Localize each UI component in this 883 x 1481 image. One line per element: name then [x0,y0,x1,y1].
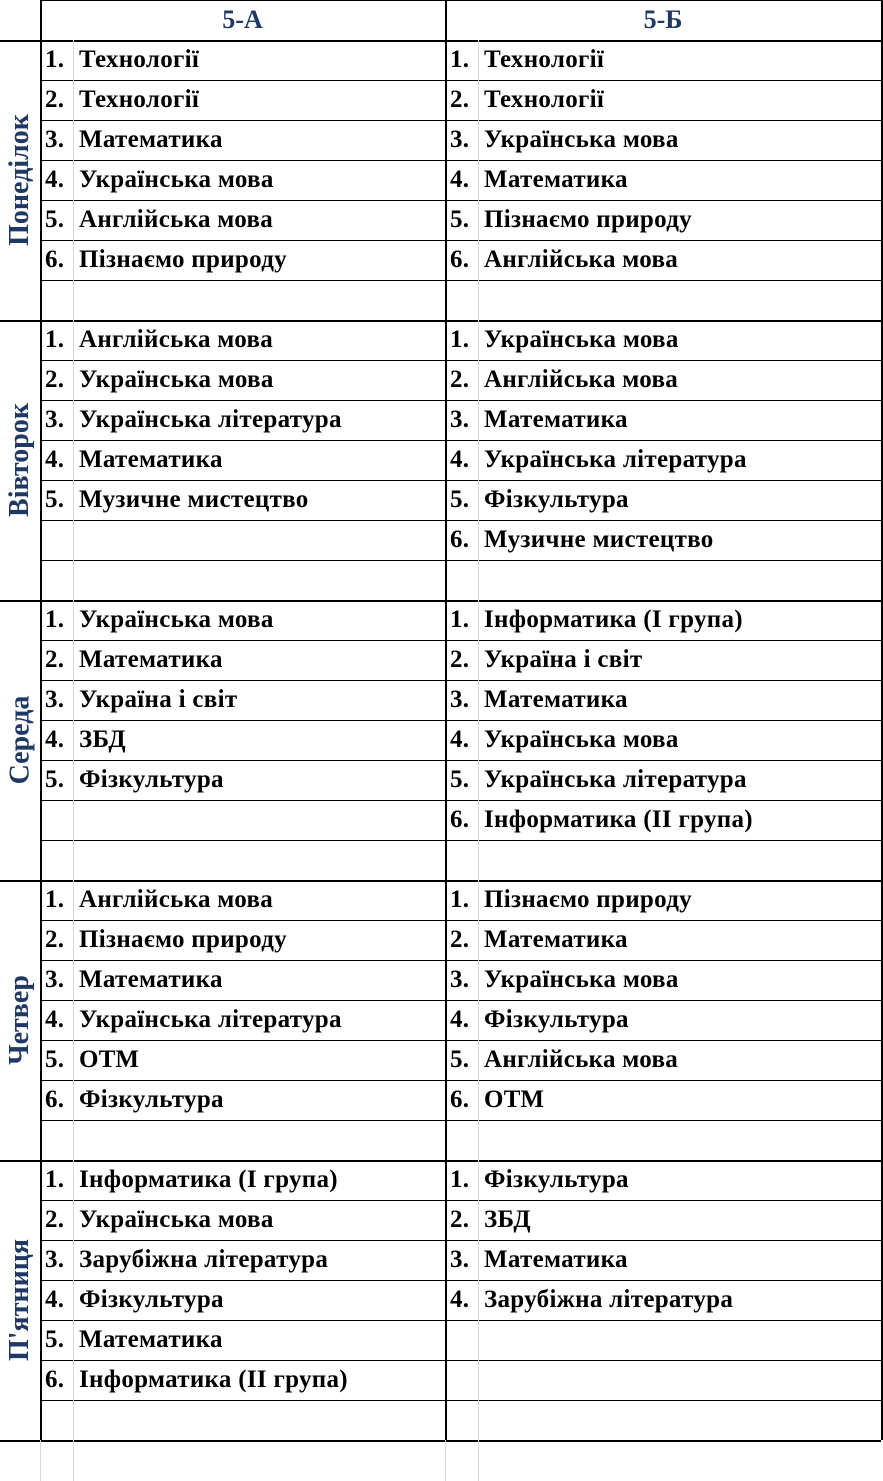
lesson-row [40,360,445,400]
grid-line [40,1080,881,1081]
lesson-number: 5. [45,766,65,793]
day-label-2 [0,320,40,600]
grid-line [40,280,881,281]
lesson-row [40,120,445,160]
lesson-row [40,1080,445,1120]
lesson-subject: Англійська мова [79,206,274,233]
lesson-number: 3. [450,1246,470,1273]
lesson-number: 2. [450,1206,470,1233]
lesson-row [40,440,445,480]
lesson-row [445,400,881,440]
lesson-row [445,1000,881,1040]
lesson-number: 3. [45,686,65,713]
lesson-number: 2. [450,646,470,673]
grid-line [40,480,881,481]
lesson-row [40,920,445,960]
lesson-subject: Технології [484,86,605,113]
grid-line [40,0,42,1440]
lesson-row [40,1240,445,1280]
lesson-number: 4. [45,1006,65,1033]
lesson-number: 4. [45,166,65,193]
day-name: Вівторок [4,403,35,517]
lesson-subject: Математика [79,126,223,153]
grid-line [40,800,881,801]
lesson-subject: Україна і світ [484,646,643,673]
lesson-number: 3. [450,686,470,713]
lesson-number: 1. [45,1166,65,1193]
lesson-number: 2. [450,366,470,393]
lesson-subject: Англійська мова [79,886,274,913]
lesson-subject: Українська література [484,766,747,793]
lesson-number: 5. [450,766,470,793]
lesson-row [445,880,881,920]
lesson-number: 1. [450,606,470,633]
grid-line [40,120,881,121]
lesson-row [445,520,881,560]
grid-line [40,1440,41,1481]
lesson-row [40,1280,445,1320]
lesson-number: 1. [450,326,470,353]
lesson-row [445,120,881,160]
lesson-row [40,80,445,120]
grid-line [445,0,447,1440]
lesson-subject: Математика [484,166,628,193]
grid-line [40,160,881,161]
lesson-subject: Англійська мова [484,1046,679,1073]
lesson-number: 2. [45,366,65,393]
grid-line [73,1440,74,1481]
lesson-number: 4. [450,1286,470,1313]
lesson-number: 1. [450,46,470,73]
lesson-row [445,600,881,640]
day-label-3 [0,600,40,880]
lesson-row [445,440,881,480]
lesson-subject: Українська мова [79,366,274,393]
lesson-number: 6. [45,246,65,273]
lesson-subject: Пізнаємо природу [484,206,692,233]
grid-line [445,1440,446,1481]
grid-line [40,1320,881,1321]
lesson-subject: Українська мова [79,166,274,193]
grid-line [0,1440,881,1442]
lesson-subject: Математика [79,646,223,673]
lesson-subject: Фізкультура [484,1166,629,1193]
lesson-subject: ЗБД [79,726,126,753]
lesson-number: 5. [450,1046,470,1073]
lesson-subject: Інформатика (І група) [79,1166,338,1193]
lesson-subject: Інформатика (ІІ група) [484,806,753,833]
lesson-subject: Українська мова [484,126,679,153]
lesson-number: 3. [45,1246,65,1273]
lesson-row [40,760,445,800]
lesson-subject: Пізнаємо природу [79,246,287,273]
lesson-row [40,1040,445,1080]
lesson-number: 6. [450,526,470,553]
lesson-number: 4. [450,1006,470,1033]
lesson-subject: Математика [79,446,223,473]
lesson-row [445,1240,881,1280]
lesson-row [445,80,881,120]
lesson-row [40,720,445,760]
grid-line [40,1040,881,1041]
grid-line [40,1240,881,1241]
grid-line [40,560,881,561]
lesson-row [40,640,445,680]
grid-line [40,1400,881,1401]
lesson-subject: Технології [79,46,200,73]
day-label-4 [0,880,40,1160]
lesson-row [40,960,445,1000]
lesson-number: 2. [45,926,65,953]
lesson-row [445,1280,881,1320]
lesson-subject: Зарубіжна література [484,1286,734,1313]
grid-line [478,1440,479,1481]
lesson-number: 5. [45,1046,65,1073]
lesson-number: 2. [45,646,65,673]
lesson-number: 1. [450,1166,470,1193]
day-name: Понеділок [4,114,36,246]
grid-line [40,0,881,1]
lesson-number: 6. [45,1366,65,1393]
lesson-row [40,160,445,200]
lesson-number: 2. [450,926,470,953]
lesson-number: 4. [450,726,470,753]
lesson-subject: Українська мова [484,966,679,993]
lesson-number: 4. [45,726,65,753]
grid-line [40,440,881,441]
grid-line [40,240,881,241]
grid-line [40,640,881,641]
lesson-subject: Математика [79,966,223,993]
lesson-row [445,760,881,800]
lesson-number: 4. [45,446,65,473]
lesson-number: 1. [450,886,470,913]
lesson-row [40,320,445,360]
lesson-row [445,720,881,760]
lesson-subject: Українська мова [79,1206,274,1233]
lesson-subject: Математика [484,926,628,953]
grid-line [40,1000,881,1001]
lesson-subject: Технології [79,86,200,113]
lesson-row [40,240,445,280]
day-name: П'ятниця [4,1238,36,1362]
lesson-subject: Математика [79,1326,223,1353]
grid-line [40,760,881,761]
lesson-subject: Музичне мистецтво [484,526,714,553]
lesson-row [40,600,445,640]
lesson-subject: Фізкультура [79,1286,224,1313]
grid-line [0,1160,881,1162]
lesson-number: 1. [45,606,65,633]
lesson-number: 5. [45,486,65,513]
grid-line [40,960,881,961]
lesson-subject: Англійська мова [484,366,679,393]
lesson-row [40,1320,445,1360]
lesson-subject: Пізнаємо природу [484,886,692,913]
lesson-row [40,40,445,80]
lesson-row [445,200,881,240]
grid-line [0,320,881,322]
lesson-number: 3. [450,406,470,433]
day-label-5 [0,1160,40,1440]
lesson-number: 2. [45,1206,65,1233]
lesson-subject: Зарубіжна література [79,1246,329,1273]
lesson-row [40,880,445,920]
lesson-number: 5. [45,1326,65,1353]
grid-line [40,1120,881,1121]
lesson-row [445,800,881,840]
lesson-number: 5. [45,206,65,233]
lesson-subject: Українська література [79,1006,342,1033]
lesson-row [445,240,881,280]
lesson-subject: Фізкультура [79,1086,224,1113]
lesson-row [40,1160,445,1200]
lesson-row [445,480,881,520]
lesson-subject: Українська мова [484,326,679,353]
lesson-number: 5. [450,486,470,513]
lesson-row [445,960,881,1000]
lesson-subject: Пізнаємо природу [79,926,287,953]
lesson-subject: Математика [484,1246,628,1273]
grid-line [40,840,881,841]
lesson-number: 1. [45,326,65,353]
lesson-row [40,1360,445,1400]
day-name: Середа [4,695,36,785]
grid-line [0,600,881,602]
grid-line [40,200,881,201]
lesson-subject: Інформатика (ІІ група) [79,1366,348,1393]
lesson-number: 6. [45,1086,65,1113]
lesson-number: 2. [450,86,470,113]
day-label-1 [0,40,40,320]
lesson-subject: Фізкультура [484,1006,629,1033]
lesson-row [445,40,881,80]
grid-line [40,920,881,921]
lesson-row [40,400,445,440]
lesson-number: 4. [450,446,470,473]
lesson-row [445,320,881,360]
lesson-subject: ОТМ [79,1046,140,1073]
grid-line [40,520,881,521]
grid-line [0,880,881,882]
lesson-number: 6. [450,1086,470,1113]
lesson-number: 5. [450,206,470,233]
lesson-subject: Українська література [79,406,342,433]
lesson-subject: Фізкультура [79,766,224,793]
lesson-row [445,1160,881,1200]
grid-line [73,40,74,1440]
grid-line [40,720,881,721]
lesson-number: 6. [450,806,470,833]
lesson-number: 4. [450,166,470,193]
lesson-row [40,200,445,240]
lesson-number: 3. [45,126,65,153]
lesson-number: 1. [45,46,65,73]
lesson-row [40,680,445,720]
lesson-row [445,640,881,680]
lesson-row [445,920,881,960]
lesson-subject: Математика [484,406,628,433]
grid-line [40,360,881,361]
lesson-number: 3. [45,966,65,993]
lesson-row [40,1000,445,1040]
grid-line [0,40,881,42]
lesson-subject: Українська мова [484,726,679,753]
lesson-row [40,1200,445,1240]
lesson-number: 3. [450,126,470,153]
grid-line [40,1360,881,1361]
lesson-subject: ОТМ [484,1086,545,1113]
column-header-5b: 5-Б [643,5,683,34]
lesson-number: 4. [45,1286,65,1313]
lesson-subject: Музичне мистецтво [79,486,309,513]
lesson-row [40,480,445,520]
grid-line [40,1200,881,1201]
lesson-subject: ЗБД [484,1206,531,1233]
lesson-subject: Англійська мова [79,326,274,353]
lesson-row [445,1040,881,1080]
grid-line [478,40,479,1440]
lesson-subject: Українська література [484,446,747,473]
lesson-number: 3. [450,966,470,993]
grid-line [40,680,881,681]
lesson-row [445,1080,881,1120]
lesson-number: 6. [450,246,470,273]
lesson-subject: Англійська мова [484,246,679,273]
lesson-number: 1. [45,886,65,913]
lesson-number: 3. [45,406,65,433]
column-header-5a: 5-А [222,5,263,34]
lesson-subject: Інформатика (І група) [484,606,743,633]
lesson-subject: Математика [484,686,628,713]
lesson-row [445,1200,881,1240]
lesson-row [445,360,881,400]
lesson-row [445,160,881,200]
lesson-row [445,680,881,720]
grid-line [40,1280,881,1281]
lesson-subject: Українська мова [79,606,274,633]
lesson-subject: Фізкультура [484,486,629,513]
day-name: Четвер [4,975,36,1065]
lesson-subject: Технології [484,46,605,73]
grid-line [40,400,881,401]
lesson-number: 2. [45,86,65,113]
lesson-subject: Україна і світ [79,686,238,713]
grid-line [40,80,881,81]
